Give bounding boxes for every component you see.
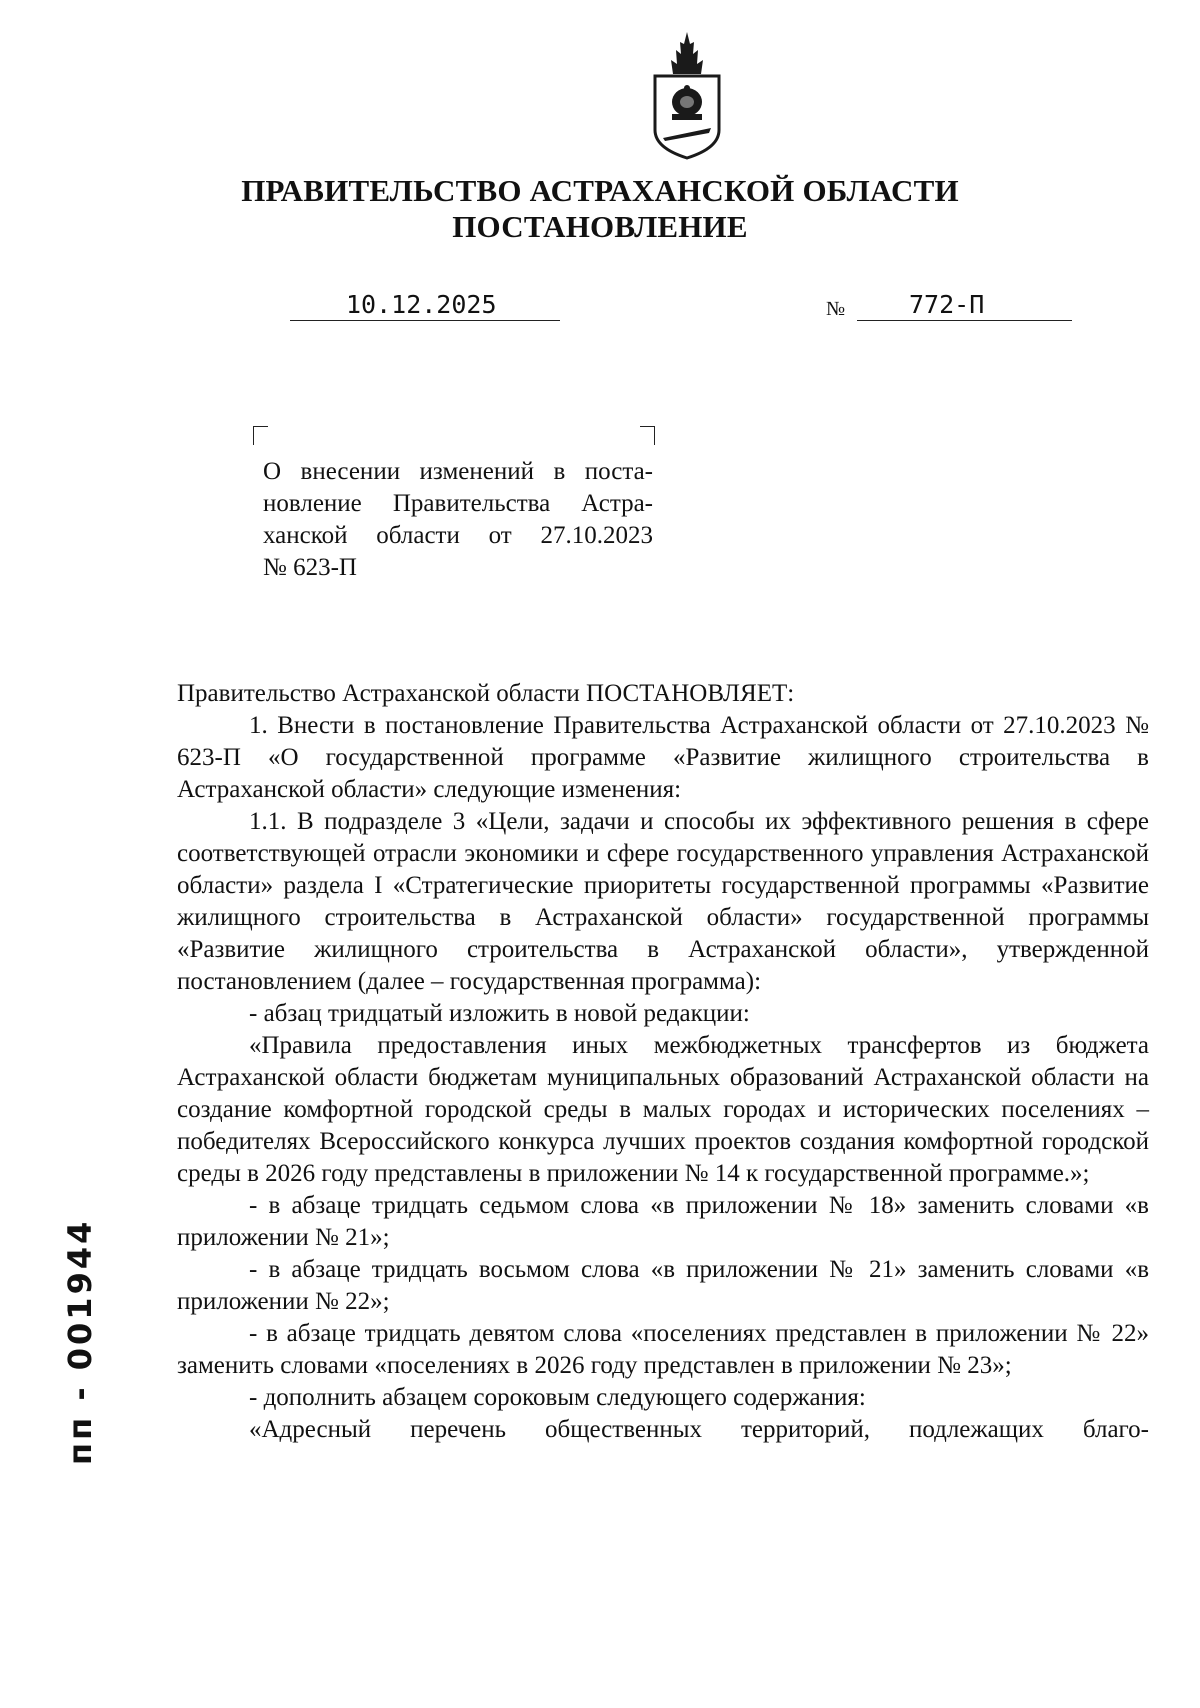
document-number: 772-П — [909, 290, 985, 319]
document-date: 10.12.2025 — [346, 290, 497, 319]
government-title: ПРАВИТЕЛЬСТВО АСТРАХАНСКОЙ ОБЛАСТИ — [241, 173, 959, 208]
subject-line: О внесении изменений в поста- — [263, 458, 653, 485]
document-subject — [263, 456, 653, 584]
number-sign: № — [826, 298, 846, 320]
body-paragraph: «Адресный перечень общественных территорий, подлежащих благо- — [249, 1416, 1149, 1443]
body-paragraph: - дополнить абзацем сороковым следующего содержания: — [249, 1384, 866, 1411]
document-date-field — [290, 290, 560, 321]
body-paragraph: - в абзаце тридцать восьмом слова «в приложении № 21» заменить словами «в приложении № 22»; — [177, 1256, 1149, 1315]
document-type-title: ПОСТАНОВЛЕНИЕ — [452, 209, 748, 244]
body-paragraph: - в абзаце тридцать седьмом слова «в приложении № 18» заменить словами «в приложении № 21»; — [177, 1192, 1149, 1251]
body-paragraph: - в абзаце тридцать девятом слова «поселениях представлен в приложении № 22» заменить словами «поселениях в 2026 году представлен в приложении № 23»; — [177, 1320, 1149, 1379]
body-paragraph: 1.1. В подразделе 3 «Цели, задачи и способы их эффективного решения в сфере соответствующей отрасли экономики и сфере государственного управления Астраханской области» раздела I «Стратегические приоритеты государственной программы «Развитие жилищного строительства в Астраханской области» государственной программы «Развитие жилищного строительства в Астраханской области», утвержденной постановлением (далее – государственная программа): — [177, 808, 1149, 995]
body-paragraph: - абзац тридцатый изложить в новой редакции: — [249, 1000, 750, 1027]
registration-stamp: пп - 001944 — [61, 1218, 99, 1465]
body-paragraph: Правительство Астраханской области ПОСТАНОВЛЯЕТ: — [177, 680, 795, 707]
subject-bracket-left — [253, 426, 268, 445]
subject-bracket-right — [640, 426, 655, 445]
coat-of-arms-emblem — [647, 30, 727, 160]
document-body — [177, 678, 1149, 1446]
subject-line: ханской области от 27.10.2023 — [263, 522, 653, 549]
subject-line: новление Правительства Астра- — [263, 490, 653, 517]
body-paragraph: 1. Внести в постановление Правительства Астраханской области от 27.10.2023 № 623-П «О государственной программе «Развитие жилищного строительства в Астраханской области» следующие изменения: — [177, 712, 1149, 803]
document-number-field — [857, 290, 1072, 321]
body-paragraph: «Правила предоставления иных межбюджетных трансфертов из бюджета Астраханской области бюджетам муниципальных образований Астраханской области на создание комфортной городской среды в малых городах и исторических поселениях – победителях Всероссийского конкурса лучших проектов создания комфортной городской среды в 2026 году представлены в приложении № 14 к государственной программе.»; — [177, 1032, 1149, 1187]
subject-line: № 623-П — [263, 554, 357, 581]
